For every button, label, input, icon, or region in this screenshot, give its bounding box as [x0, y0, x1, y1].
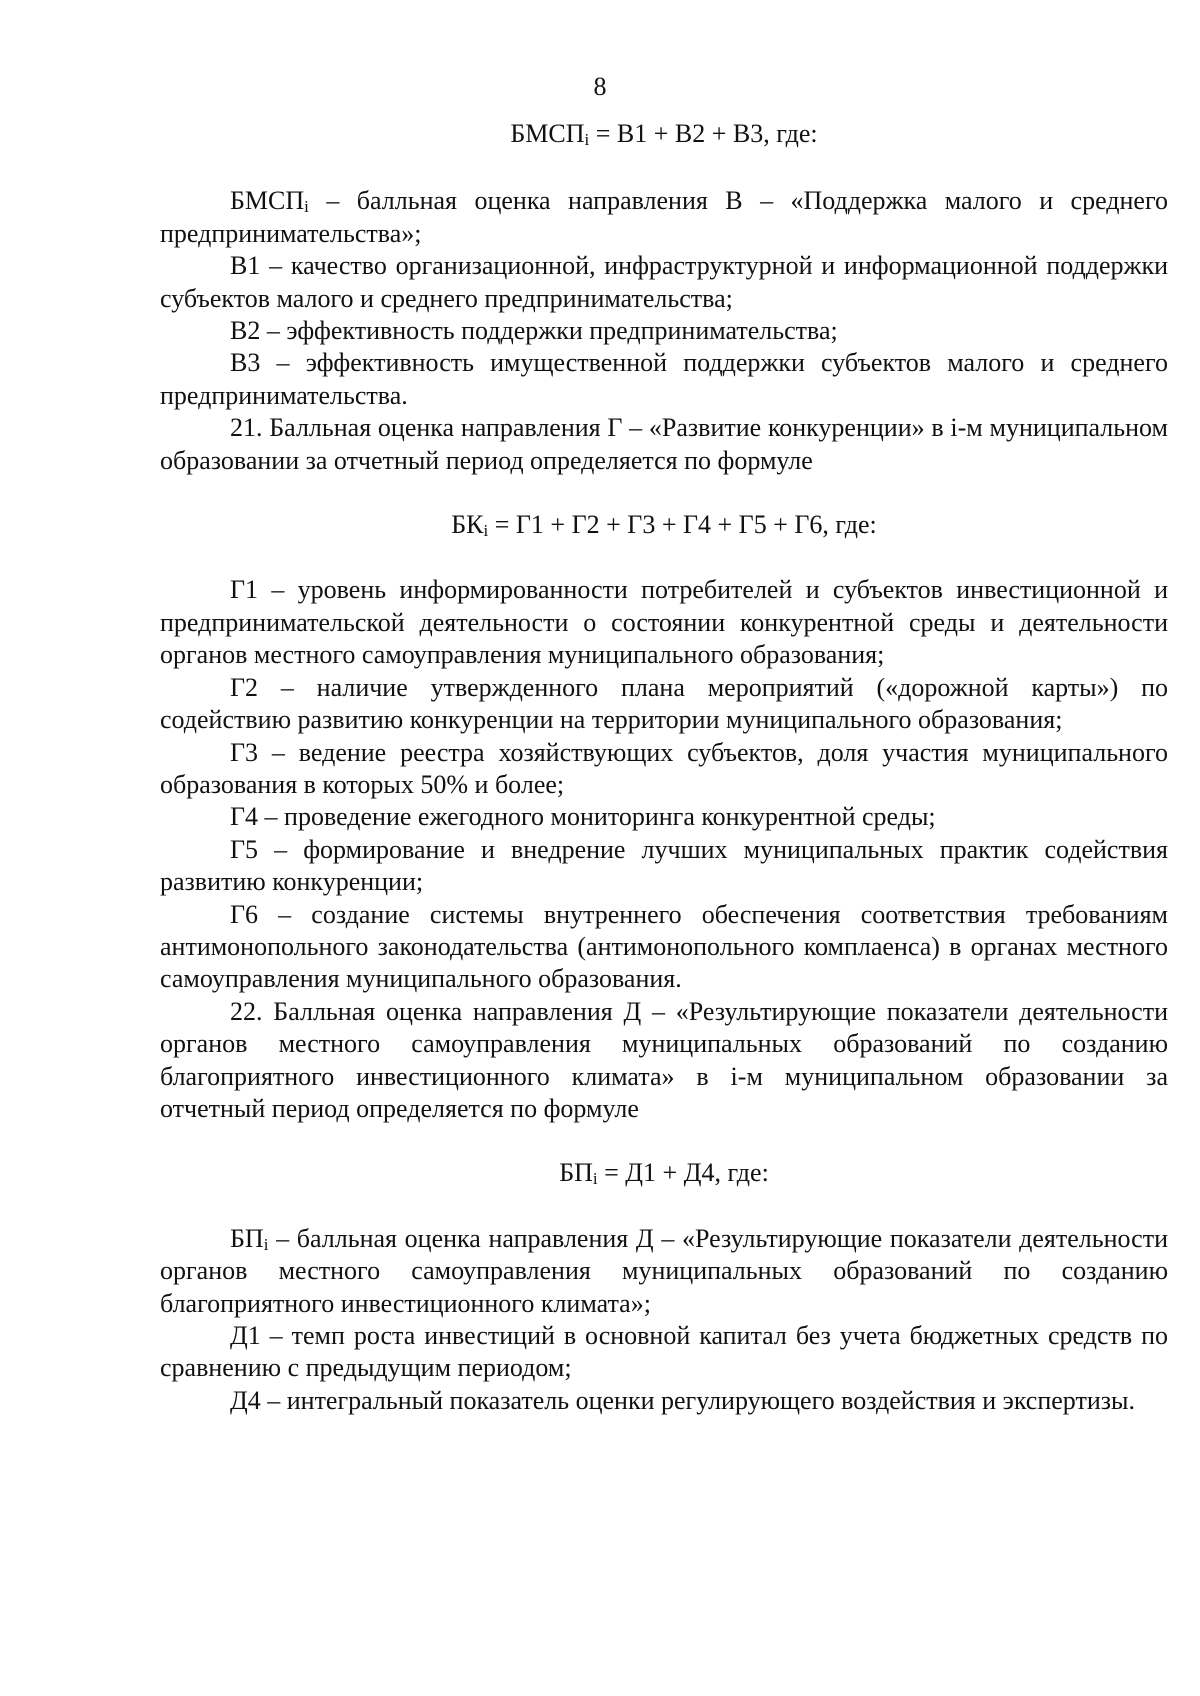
- definition-g5: Г5 – формирование и внедрение лучших муниципальных практик содействия развитию конкуренции;: [160, 834, 1168, 897]
- definition-text: – балльная оценка направления Д – «Результирующие показатели деятельности органов местного самоуправления муниципальных образований по созданию благоприятного инвестиционного климата»;: [160, 1223, 1168, 1318]
- page-number: 8: [593, 72, 607, 101]
- definition-bp: [160, 1223, 1168, 1320]
- formula-lhs: БП: [559, 1158, 593, 1188]
- clause-21: 21. Балльная оценка направления Г – «Развитие конкуренции» в i-м муниципальном образовании за отчетный период определяется по формуле: [160, 413, 1168, 475]
- definition-g1: Г1 – уровень информированности потребителей и субъектов инвестиционной и предпринимательской деятельности о состоянии конкурентной среды и деятельности органов местного самоуправления муниципального образования;: [160, 575, 1168, 670]
- formula-bmsp: [160, 118, 1168, 150]
- formula-rhs: = Г1 + Г2 + Г3 + Г4 + Г5 + Г6, где:: [488, 510, 877, 540]
- definition-d1: Д1 – темп роста инвестиций в основной капитал без учета бюджетных средств по сравнению с предыдущим периодом;: [160, 1321, 1168, 1383]
- definition-subscript: i: [263, 1234, 269, 1254]
- formula-bp: [160, 1157, 1168, 1189]
- clause-22: 22. Балльная оценка направления Д – «Результирующие показатели деятельности органов местного самоуправления муниципальных образований по созданию благоприятного инвестиционного климата» в i-м муниципальном образовании за отчетный период определяется по формуле: [160, 996, 1168, 1123]
- definition-symbol: БП: [230, 1223, 264, 1253]
- formula-bk: [160, 509, 1168, 541]
- definition-g4: Г4 – проведение ежегодного мониторинга конкурентной среды;: [230, 802, 936, 832]
- definition-g3: Г3 – ведение реестра хозяйствующих субъектов, доля участия муниципального образования в которых 50% и более;: [160, 737, 1168, 799]
- document-body: [160, 118, 1168, 1417]
- formula-rhs: = В1 + В2 + В3, где:: [589, 119, 818, 148]
- definition-d4: Д4 – интегральный показатель оценки регулирующего воздействия и экспертизы.: [230, 1385, 1135, 1415]
- formula-rhs: = Д1 + Д4, где:: [597, 1158, 769, 1188]
- definition-subscript: i: [304, 197, 309, 217]
- definition-b2: В2 – эффективность поддержки предпринимательства;: [230, 316, 838, 346]
- formula-subscript: i: [483, 521, 489, 541]
- definition-g6: Г6 – создание системы внутреннего обеспечения соответствия требованиям антимонопольного законодательства (антимонопольного комплаенса) в органах местного самоуправления муниципального образования.: [160, 899, 1168, 994]
- definition-g2: Г2 – наличие утвержденного плана мероприятий («дорожной карты») по содействию развитию конкуренции на территории муниципального образования;: [160, 672, 1168, 735]
- definition-b1: В1 – качество организационной, инфраструктурной и информационной поддержки субъектов малого и среднего предпринимательства;: [160, 251, 1168, 313]
- formula-subscript: i: [584, 130, 590, 149]
- formula-lhs: БМСП: [510, 119, 585, 148]
- definition-b3: В3 – эффективность имущественной поддержки субъектов малого и среднего предпринимательства.: [160, 348, 1168, 410]
- formula-lhs: БК: [451, 510, 484, 540]
- formula-subscript: i: [592, 1169, 598, 1189]
- definition-symbol: БМСП: [230, 186, 305, 216]
- definition-bmsp: [160, 185, 1168, 250]
- definition-text: – балльная оценка направления В – «Поддержка малого и среднего предпринимательства»;: [160, 186, 1168, 248]
